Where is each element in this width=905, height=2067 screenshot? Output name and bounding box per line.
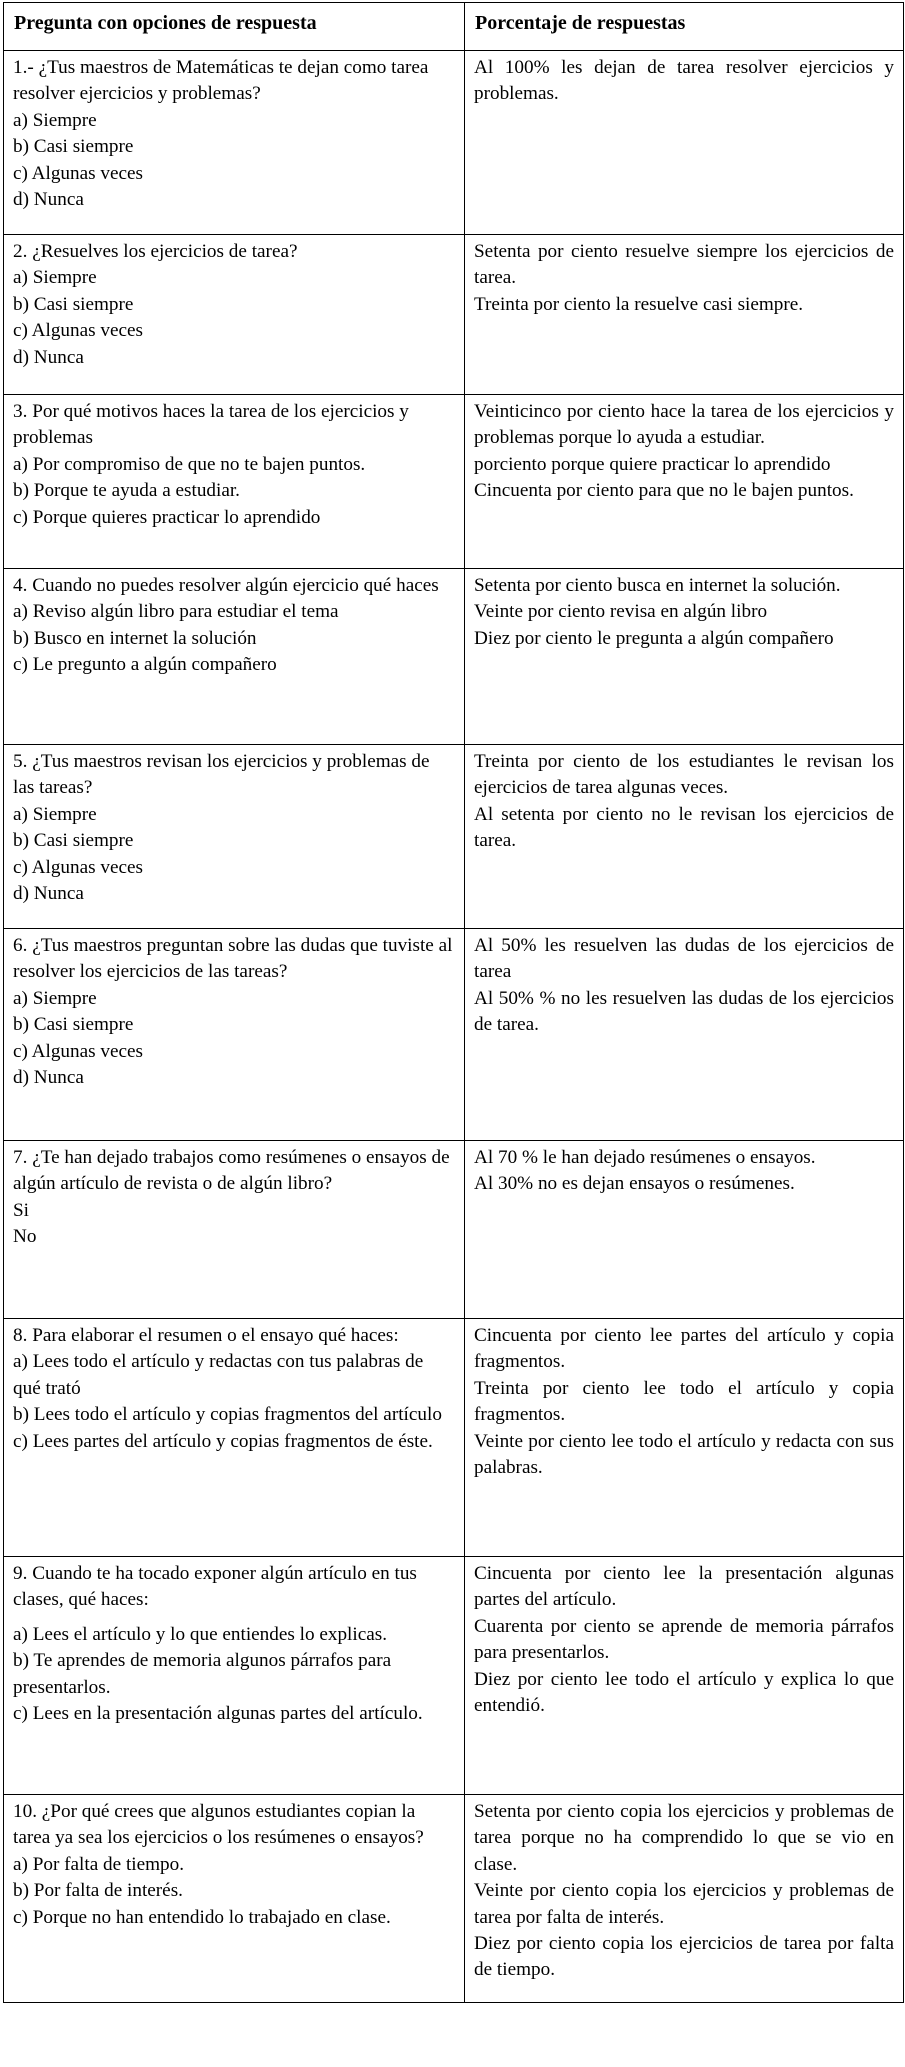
answer-option: d) Nunca: [13, 189, 84, 211]
answer-option: b) Casi siempre: [13, 293, 134, 315]
percentage-cell: [465, 51, 904, 235]
answer-option: c) Porque no han entendido lo trabajado en clase.: [13, 1906, 391, 1928]
answer-option: a) Siempre: [13, 803, 97, 825]
table-row: [4, 51, 904, 235]
table-row: [4, 1557, 904, 1795]
result-line: Treinta por ciento de los estudiantes le revisan los ejercicios de tarea algunas veces.: [474, 751, 894, 799]
answer-option: c) Algunas veces: [13, 856, 144, 878]
question-cell: [4, 929, 465, 1141]
result-line: Setenta por ciento resuelve siempre los ejercicios de tarea.: [474, 241, 894, 289]
question-text: 4. Cuando no puedes resolver algún ejercicio qué haces: [13, 575, 439, 596]
result-line: Al setenta por ciento no le revisan los ejercicios de tarea.: [474, 803, 894, 852]
result-line: Cincuenta por ciento lee la presentación algunas partes del artículo.: [474, 1563, 894, 1611]
table-row: [4, 1141, 904, 1319]
result-line: Al 50% les resuelven las dudas de los ejercicios de tarea: [474, 935, 894, 983]
table-row: [4, 395, 904, 569]
answer-option: d) Nunca: [13, 883, 84, 905]
answer-option: c) Le pregunto a algún compañero: [13, 654, 277, 676]
percentage-cell: [465, 1795, 904, 2003]
question-text: 5. ¿Tus maestros revisan los ejercicios y problemas de las tareas?: [13, 751, 430, 799]
result-line: Treinta por ciento lee todo el artículo y copia fragmentos.: [474, 1377, 894, 1426]
answer-option: a) Lees el artículo y lo que entiendes lo explicas.: [13, 1623, 388, 1645]
header-percentage: Porcentaje de respuestas: [465, 3, 904, 51]
question-text: 2. ¿Resuelves los ejercicios de tarea?: [13, 241, 298, 262]
percentage-cell: [465, 745, 904, 929]
percentage-cell: [465, 395, 904, 569]
answer-option: a) Siempre: [13, 987, 97, 1009]
answer-option: b) Porque te ayuda a estudiar.: [13, 480, 240, 502]
question-text: 8. Para elaborar el resumen o el ensayo qué haces:: [13, 1325, 399, 1346]
result-line: Setenta por ciento copia los ejercicios y problemas de tarea porque no ha comprendido lo que se vio en clase.: [474, 1801, 894, 1875]
result-line: porciento porque quiere practicar lo aprendido: [474, 453, 831, 475]
question-cell: [4, 51, 465, 235]
result-line: Al 50% % no les resuelven las dudas de los ejercicios de tarea.: [474, 987, 894, 1036]
result-line: Cuarenta por ciento se aprende de memoria párrafos para presentarlos.: [474, 1615, 894, 1664]
answer-option: a) Siempre: [13, 109, 97, 131]
result-line: Al 70 % le han dejado resúmenes o ensayos.: [474, 1147, 816, 1168]
answer-option: b) Por falta de interés.: [13, 1880, 183, 1902]
result-line: Cincuenta por ciento lee partes del artículo y copia fragmentos.: [474, 1325, 894, 1373]
result-line: Veinte por ciento revisa en algún libro: [474, 601, 768, 623]
result-line: Al 30% no es dejan ensayos o resúmenes.: [474, 1173, 795, 1195]
answer-option: b) Busco en internet la solución: [13, 627, 257, 649]
percentage-cell: [465, 929, 904, 1141]
result-line: Diez por ciento le pregunta a algún compañero: [474, 627, 834, 649]
answer-option: a) Siempre: [13, 267, 97, 289]
percentage-cell: [465, 235, 904, 395]
question-text: 7. ¿Te han dejado trabajos como resúmenes o ensayos de algún artículo de revista o de algún libro?: [13, 1147, 450, 1195]
answer-option: b) Casi siempre: [13, 830, 134, 852]
table-row: [4, 1795, 904, 2003]
answer-option: c) Lees partes del artículo y copias fragmentos de éste.: [13, 1430, 433, 1452]
answer-option: c) Algunas veces: [13, 1040, 144, 1062]
result-line: Diez por ciento lee todo el artículo y explica lo que entendió.: [474, 1668, 894, 1717]
question-cell: [4, 569, 465, 745]
result-line: Al 100% les dejan de tarea resolver ejercicios y problemas.: [474, 57, 894, 105]
answer-option: c) Porque quieres practicar lo aprendido: [13, 506, 321, 528]
result-line: Veinticinco por ciento hace la tarea de los ejercicios y problemas porque lo ayuda a estudiar.: [474, 401, 894, 449]
table-row: [4, 235, 904, 395]
survey-table: [3, 2, 904, 2003]
table-row: [4, 929, 904, 1141]
question-text: 9. Cuando te ha tocado exponer algún artículo en tus clases, qué haces:: [13, 1563, 417, 1611]
result-line: Treinta por ciento la resuelve casi siempre.: [474, 293, 804, 315]
header-row: [4, 3, 904, 51]
result-line: Veinte por ciento lee todo el artículo y redacta con sus palabras.: [474, 1430, 894, 1479]
header-question: Pregunta con opciones de respuesta: [4, 3, 465, 51]
question-cell: [4, 1319, 465, 1557]
table-row: [4, 745, 904, 929]
answer-option: a) Por compromiso de que no te bajen puntos.: [13, 453, 366, 475]
question-cell: [4, 1557, 465, 1795]
question-text: 10. ¿Por qué crees que algunos estudiantes copian la tarea ya sea los ejercicios o los resúmenes o ensayos?: [13, 1801, 424, 1849]
answer-option: c) Algunas veces: [13, 320, 144, 342]
answer-option: b) Lees todo el artículo y copias fragmentos del artículo: [13, 1404, 442, 1426]
answer-option: b) Casi siempre: [13, 1014, 134, 1036]
answer-option: a) Por falta de tiempo.: [13, 1853, 185, 1875]
question-cell: [4, 1141, 465, 1319]
table-row: [4, 569, 904, 745]
answer-option: b) Te aprendes de memoria algunos párrafos para presentarlos.: [13, 1650, 392, 1698]
answer-option: b) Casi siempre: [13, 136, 134, 158]
table-row: [4, 1319, 904, 1557]
answer-option: a) Reviso algún libro para estudiar el tema: [13, 601, 339, 623]
answer-option: No: [13, 1226, 37, 1248]
question-cell: [4, 395, 465, 569]
question-cell: [4, 235, 465, 395]
result-line: Diez por ciento copia los ejercicios de tarea por falta de tiempo.: [474, 1933, 894, 1981]
percentage-cell: [465, 1557, 904, 1795]
answer-option: c) Algunas veces: [13, 162, 144, 184]
answer-option: Si: [13, 1199, 30, 1221]
percentage-cell: [465, 569, 904, 745]
answer-option: c) Lees en la presentación algunas partes del artículo.: [13, 1703, 423, 1725]
result-line: Veinte por ciento copia los ejercicios y problemas de tarea por falta de interés.: [474, 1880, 894, 1928]
answer-option: d) Nunca: [13, 1067, 84, 1089]
question-cell: [4, 745, 465, 929]
result-line: Setenta por ciento busca en internet la solución.: [474, 575, 841, 596]
question-text: 6. ¿Tus maestros preguntan sobre las dudas que tuviste al resolver los ejercicios de las tareas?: [13, 935, 453, 983]
result-line: Cincuenta por ciento para que no le bajen puntos.: [474, 480, 854, 502]
question-text: 3. Por qué motivos haces la tarea de los ejercicios y problemas: [13, 401, 409, 449]
percentage-cell: [465, 1319, 904, 1557]
answer-option: a) Lees todo el artículo y redactas con tus palabras de qué trató: [13, 1351, 424, 1399]
question-text: 1.- ¿Tus maestros de Matemáticas te dejan como tarea resolver ejercicios y problemas?: [13, 57, 429, 105]
question-cell: [4, 1795, 465, 2003]
answer-option: d) Nunca: [13, 346, 84, 368]
percentage-cell: [465, 1141, 904, 1319]
